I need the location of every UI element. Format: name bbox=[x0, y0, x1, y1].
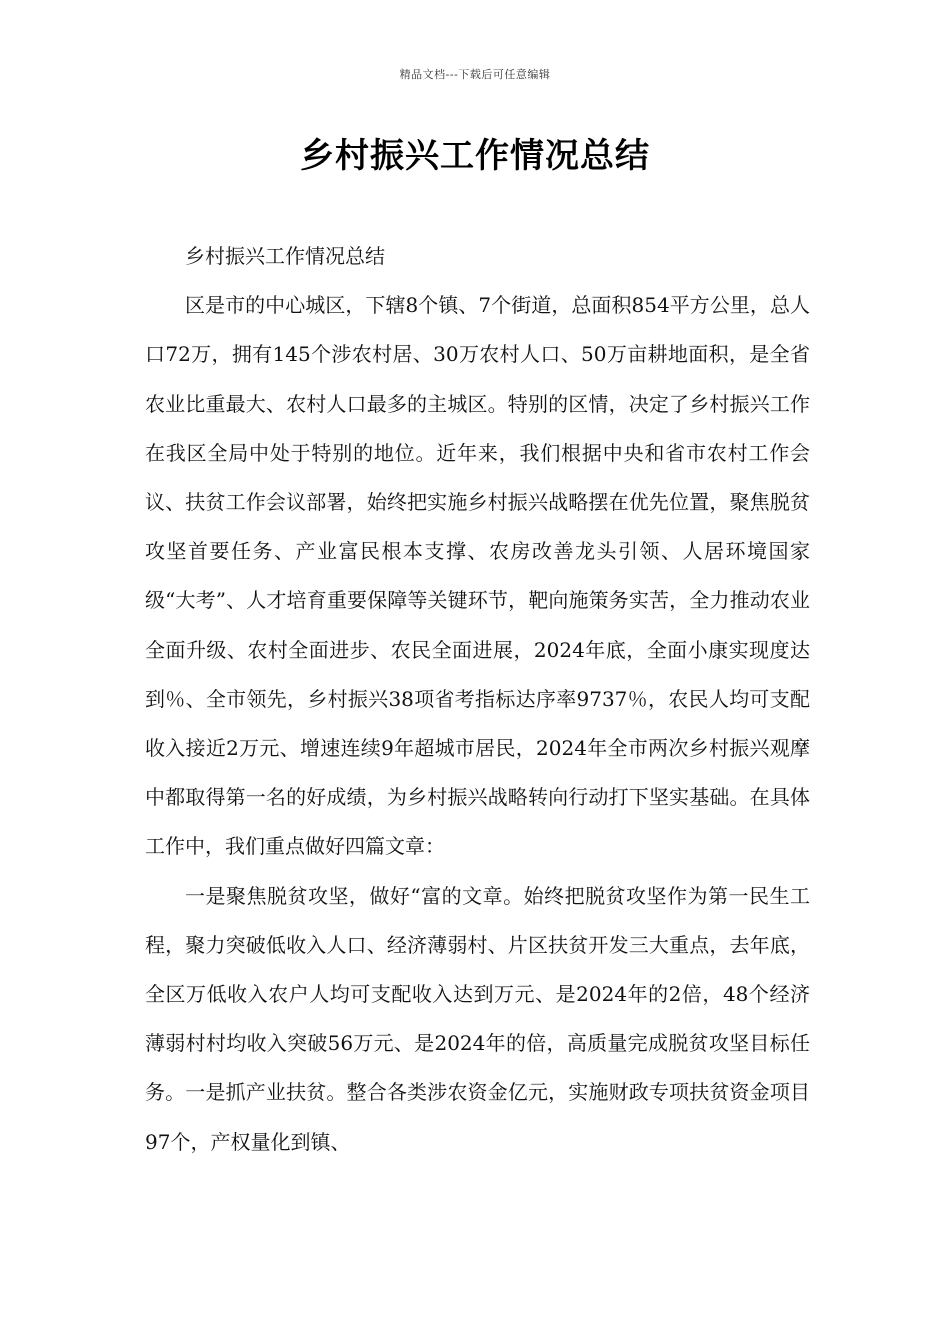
document-subtitle-paragraph: 乡村振兴工作情况总结 bbox=[185, 244, 385, 268]
intro-paragraph: 区是市的中心城区，下辖8个镇、7个街道，总面积854平方公里，总人口72万，拥有145个涉农村居、30万农村人口、50万亩耕地面积，是全省农业比重最大、农村人口最多的主城区。特别的区情，决定了乡村振兴工作在我区全局中处于特别的地位。近年来，我们根据中央和省市农村工作会议、扶贫工作会议部署，始终把实施乡村振兴战略摆在优先位置，聚焦脱贫攻坚首要任务、产业富民根本支撑、农房改善龙头引领、人居环境国家级“大考”、人才培育重要保障等关键环节，靶向施策务实苦，全力推动农业全面升级、农村全面进步、农民全面进展，2024年底，全面小康实现度达到％、全市领先，乡村振兴38项省考指标达序率9737％，农民人均可支配收入接近2万元、增速连续9年超城市居民，2024年全市两次乡村振兴观摩中都取得第一名的好成绩，为乡村振兴战略转向行动打下坚实基础。在具体工作中，我们重点做好四篇文章： bbox=[145, 293, 810, 859]
page-header-note: 精品文档---下载后可任意编辑 bbox=[399, 68, 551, 81]
document-body bbox=[145, 232, 810, 1167]
document-title: 乡村振兴工作情况总结 bbox=[300, 136, 650, 176]
section-one-paragraph: 一是聚焦脱贫攻坚，做好“富的文章。始终把脱贫攻坚作为第一民生工程，聚力突破低收入人口、经济薄弱村、片区扶贫开发三大重点，去年底，全区万低收入农户人均可支配收入达到万元、是2024年的2倍，48个经济薄弱村村均收入突破56万元、是2024年的倍，高质量完成脱贫攻坚目标任务。一是抓产业扶贫。整合各类涉农资金亿元，实施财政专项扶贫资金项目97个，产权量化到镇、 bbox=[145, 883, 810, 1154]
